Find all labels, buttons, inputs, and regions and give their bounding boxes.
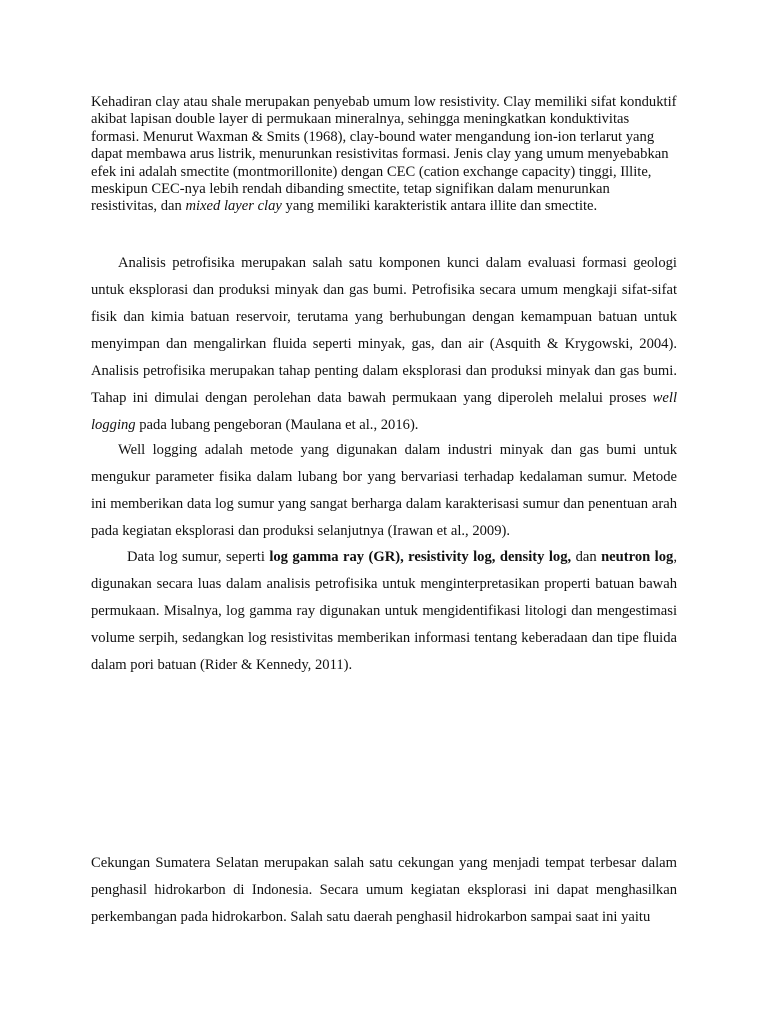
- paragraph-text: Kehadiran clay atau shale merupakan penyebab umum low resistivity. Clay memiliki sifat konduktif akibat lapisan double layer di permukaan mineralnya, sehingga meningkatkan konduktivitas formasi. Menurut Waxman & Smits (1968), clay-bound water mengandung ion-ion terlarut yang dapat membawa arus listrik, menurunkan resistivitas formasi. Jenis clay yang umum menyebabkan efek ini adalah smectite (montmorillonite) dengan CEC (cation exchange capacity) tinggi, Illite, meskipun CEC-nya lebih rendah dibanding smectite, tetap signifikan dalam menurunkan resistivitas, dan: [91, 94, 677, 215]
- paragraph-south-sumatra-basin: [91, 850, 677, 931]
- paragraph-text: Well logging adalah metode yang digunakan dalam industri minyak dan gas bumi untuk mengukur parameter fisika dalam lubang bor yang bervariasi terhadap kedalaman sumur. Metode ini memberikan data log sumur yang sangat berharga dalam karakterisasi sumur dan penentuan arah pada kegiatan eksplorasi dan produksi selanjutnya (Irawan et al., 2009).: [91, 442, 677, 539]
- paragraph-text: Cekungan Sumatera Selatan merupakan salah satu cekungan yang menjadi tempat terbesar dalam penghasil hidrokarbon di Indonesia. Secara umum kegiatan eksplorasi ini dapat menghasilkan perkembangan pada hidrokarbon. Salah satu daerah penghasil hidrokarbon sampai saat ini yaitu: [91, 855, 677, 925]
- paragraph-petrophysics: [91, 250, 677, 439]
- bold-term: neutron log: [601, 549, 674, 565]
- paragraph-text: Analisis petrofisika merupakan salah satu komponen kunci dalam evaluasi formasi geologi untuk eksplorasi dan produksi minyak dan gas bumi. Petrofisika secara umum mengkaji sifat-sifat fisik dan kimia batuan reservoir, terutama yang berhubungan dengan kemampuan batuan untuk menyimpan dan mengalirkan fluida seperti minyak, gas, dan air (Asquith & Krygowski, 2004). Analisis petrofisika merupakan tahap penting dalam eksplorasi dan produksi minyak dan gas bumi. Tahap ini dimulai dengan perolehan data bawah permukaan yang diperoleh melalui proses: [91, 255, 677, 406]
- italic-term: well logging: [91, 390, 677, 433]
- paragraph-text: dan: [571, 549, 602, 565]
- paragraph-text: yang memiliki karakteristik antara illite dan smectite.: [281, 198, 598, 215]
- italic-term: mixed layer clay: [185, 198, 282, 215]
- bold-term: log gamma ray (GR), resistivity log, density log,: [269, 549, 572, 565]
- paragraph-text: Data log sumur, seperti: [127, 549, 270, 565]
- paragraph-well-logging: [91, 437, 677, 545]
- paragraph-clay-resistivity: [91, 94, 677, 216]
- paragraph-text: , digunakan secara luas dalam analisis petrofisika untuk menginterpretasikan properti batuan bawah permukaan. Misalnya, log gamma ray digunakan untuk mengidentifikasi litologi dan mengestimasi volume serpih, sedangkan log resistivitas memberikan informasi tentang keberadaan dan tipe fluida dalam pori batuan (Rider & Kennedy, 2011).: [91, 549, 677, 673]
- paragraph-log-data: [91, 544, 677, 679]
- paragraph-text: pada lubang pengeboran (Maulana et al., 2016).: [135, 417, 419, 433]
